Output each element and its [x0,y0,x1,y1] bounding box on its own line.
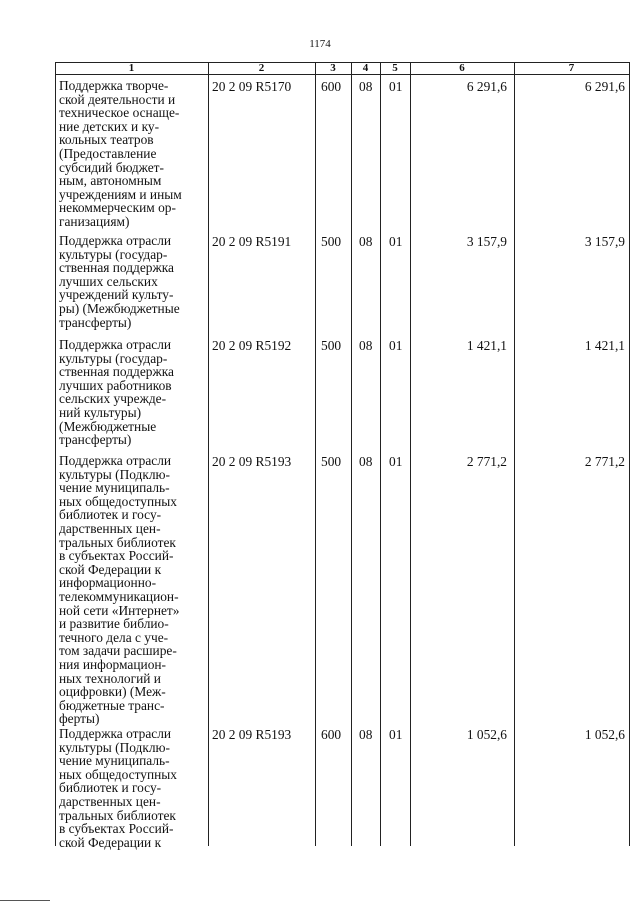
section-code: 08 [359,454,373,469]
budget-code: 20 2 09 R5191 [212,234,292,249]
amount-column-7: 1 421,1 [584,338,625,353]
expense-type: 500 [321,454,342,469]
row-description: Поддержка отрасли культуры (Подклю- чение муниципаль- ных общедоступных библиотек и госу- дарственных цен- тральных библиотек в субъектах Россий- ской Федерации к [59,726,177,850]
column-divider [351,62,352,846]
row-description: Поддержка отрасли культуры (государ- ственная поддержка лучших сельских учреждений культу- ры) (Межбюджетные трансферты) [59,233,180,330]
table-right-border [629,62,630,846]
column-header: 7 [568,62,575,74]
section-code: 08 [359,79,373,94]
row-description: Поддержка отрасли культуры (государ- ственная поддержка лучших работников сельских учрежде- ний культуры) (Межбюджетные трансферты) [59,337,175,448]
column-header: 1 [128,62,135,74]
amount-column-7: 2 771,2 [584,454,625,469]
amount-column-7: 6 291,6 [584,79,625,94]
amount-column-7: 3 157,9 [584,234,625,249]
column-divider [315,62,316,846]
amount-column-7: 1 052,6 [584,727,625,742]
page-bottom-rule [0,900,50,901]
amount-column-6: 3 157,9 [466,234,507,249]
table-left-border [55,62,56,846]
expense-type: 500 [321,234,342,249]
section-code: 08 [359,234,373,249]
section-code: 08 [359,727,373,742]
expense-type: 600 [321,727,342,742]
column-divider [208,62,209,846]
expense-type: 500 [321,338,342,353]
amount-column-6: 1 421,1 [466,338,507,353]
row-description: Поддержка творче- ской деятельности и техническое оснаще- ние детских и ку- кольных театров (Предоставление субсидий бюджет- ным, автономным учреждениям и иным некоммерческим ор- ганизациям) [59,78,182,229]
page-number: 1174 [309,38,331,50]
budget-code: 20 2 09 R5193 [212,454,292,469]
expense-type: 600 [321,79,342,94]
row-description: Поддержка отрасли культуры (Подклю- чение муниципаль- ных общедоступных библиотек и госу- дарственных цен- тральных библиотек в субъектах Россий- ской Федерации к информационно- телекоммуникацион- ной сети «Интернет» и развитие библио- течного дела с уче- том задачи расшире- ния информацион- ных технологий и оцифровки) (Меж- бюджетные транс- ферты) [59,453,180,727]
budget-table [55,62,630,850]
column-header: 4 [362,62,369,74]
amount-column-6: 1 052,6 [466,727,507,742]
amount-column-6: 6 291,6 [466,79,507,94]
column-divider [514,62,515,846]
amount-column-6: 2 771,2 [466,454,507,469]
column-divider [410,62,411,846]
subsection-code: 01 [389,338,403,353]
subsection-code: 01 [389,79,403,94]
budget-code: 20 2 09 R5193 [212,727,292,742]
column-header: 2 [258,62,265,74]
header-bottom-border [55,74,630,75]
subsection-code: 01 [389,454,403,469]
subsection-code: 01 [389,234,403,249]
subsection-code: 01 [389,727,403,742]
column-header: 5 [392,62,398,74]
section-code: 08 [359,338,373,353]
budget-code: 20 2 09 R5192 [212,338,292,353]
budget-code: 20 2 09 R5170 [212,79,292,94]
column-header: 6 [459,62,465,74]
column-divider [380,62,381,846]
column-header: 3 [330,62,336,74]
